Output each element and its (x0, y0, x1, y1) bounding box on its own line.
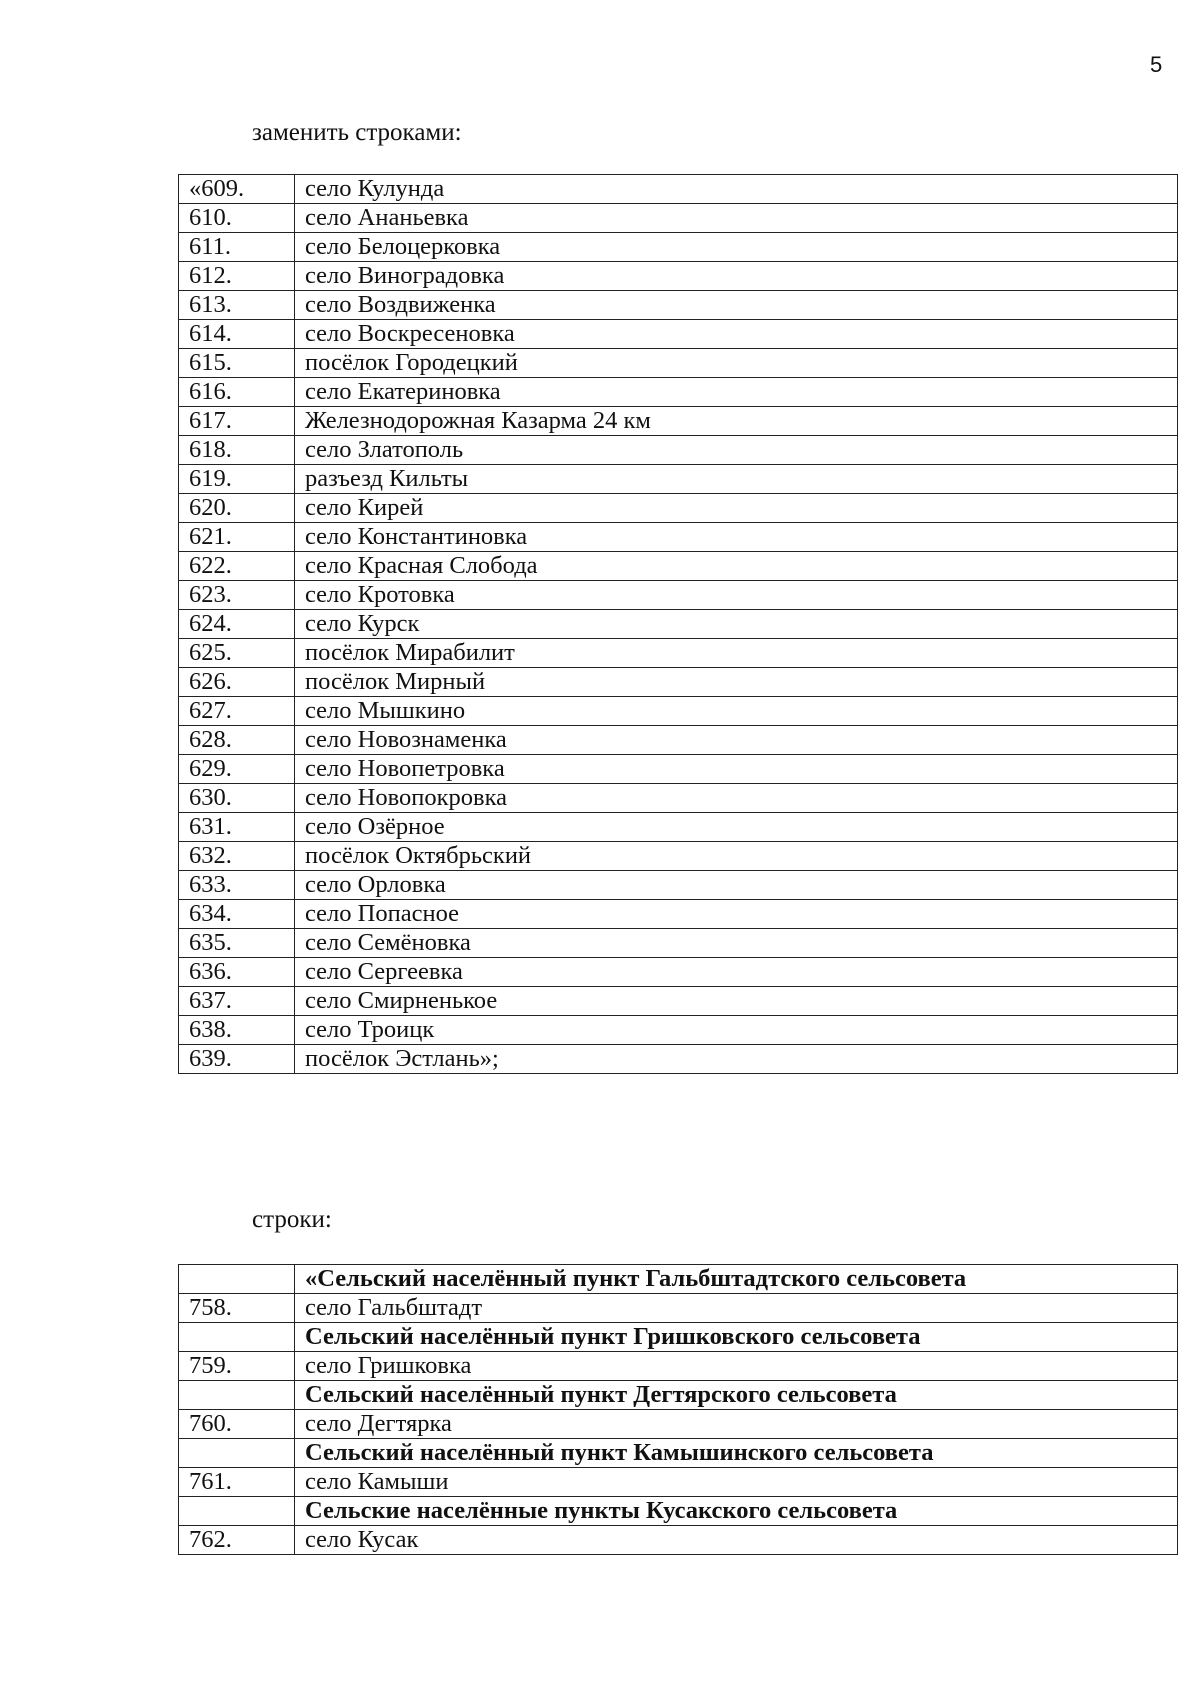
row-number: 614. (179, 320, 295, 349)
settlement-name: село Мышкино (295, 697, 1178, 726)
settlement-name: село Кротовка (295, 581, 1178, 610)
table-row (179, 958, 1178, 987)
settlement-name: село Новопокровка (295, 784, 1178, 813)
row-number: 626. (179, 668, 295, 697)
settlement-name: село Кусак (295, 1526, 1178, 1555)
settlement-name: село Белоцерковка (295, 233, 1178, 262)
row-number: 631. (179, 813, 295, 842)
table-row (179, 784, 1178, 813)
table-row (179, 610, 1178, 639)
page-number: 5 (1150, 52, 1163, 77)
settlement-name: село Гальбштадт (295, 1294, 1178, 1323)
table-row (179, 349, 1178, 378)
row-number: 615. (179, 349, 295, 378)
group-header-row (179, 1265, 1178, 1294)
row-number (179, 1439, 295, 1468)
settlement-name: село Новознаменка (295, 726, 1178, 755)
row-number: 625. (179, 639, 295, 668)
settlement-name: посёлок Эстлань»; (295, 1045, 1178, 1074)
settlement-name: разъезд Кильты (295, 465, 1178, 494)
row-number (179, 1323, 295, 1352)
table-row (179, 1410, 1178, 1439)
table-row (179, 1294, 1178, 1323)
table-row (179, 1045, 1178, 1074)
table-row (179, 581, 1178, 610)
row-number: 629. (179, 755, 295, 784)
row-number: 632. (179, 842, 295, 871)
table-row (179, 320, 1178, 349)
group-title: Сельские населённые пункты Кусакского сельсовета (295, 1497, 1178, 1526)
table-row (179, 233, 1178, 262)
table-row (179, 262, 1178, 291)
settlement-name: село Курск (295, 610, 1178, 639)
row-number: 762. (179, 1526, 295, 1555)
row-number: 623. (179, 581, 295, 610)
settlement-name: село Озёрное (295, 813, 1178, 842)
replacement-rows-table (178, 174, 1178, 1074)
row-number: 760. (179, 1410, 295, 1439)
row-number (179, 1381, 295, 1410)
settlement-name: посёлок Мирабилит (295, 639, 1178, 668)
settlement-name: село Попасное (295, 900, 1178, 929)
table-row (179, 987, 1178, 1016)
row-number: 620. (179, 494, 295, 523)
settlement-name: посёлок Октябрьский (295, 842, 1178, 871)
row-number: 637. (179, 987, 295, 1016)
row-number: 634. (179, 900, 295, 929)
table-row (179, 436, 1178, 465)
row-number: 613. (179, 291, 295, 320)
settlement-name: село Кулунда (295, 175, 1178, 204)
settlement-name: село Виноградовка (295, 262, 1178, 291)
table-row (179, 1468, 1178, 1497)
group-header-row (179, 1381, 1178, 1410)
row-number: 611. (179, 233, 295, 262)
row-number (179, 1265, 295, 1294)
settlement-name: село Дегтярка (295, 1410, 1178, 1439)
settlement-name: село Воздвиженка (295, 291, 1178, 320)
table-row (179, 1352, 1178, 1381)
group-header-row (179, 1323, 1178, 1352)
section-2-caption: строки: (252, 1206, 332, 1233)
group-title: Сельский населённый пункт Камышинского сельсовета (295, 1439, 1178, 1468)
settlement-name: Железнодорожная Казарма 24 км (295, 407, 1178, 436)
row-number: 630. (179, 784, 295, 813)
table-row (179, 929, 1178, 958)
row-number: 638. (179, 1016, 295, 1045)
row-number: 622. (179, 552, 295, 581)
row-number: 627. (179, 697, 295, 726)
settlement-name: село Екатериновка (295, 378, 1178, 407)
settlement-name: село Орловка (295, 871, 1178, 900)
row-number: 624. (179, 610, 295, 639)
table-row (179, 697, 1178, 726)
table-row (179, 523, 1178, 552)
section-1-caption: заменить строками: (252, 119, 462, 146)
table-row (179, 755, 1178, 784)
row-number: 758. (179, 1294, 295, 1323)
row-number: 621. (179, 523, 295, 552)
table-row (179, 813, 1178, 842)
table-row (179, 407, 1178, 436)
table-row (179, 175, 1178, 204)
settlement-name: село Смирненькое (295, 987, 1178, 1016)
table-row (179, 291, 1178, 320)
settlement-name: посёлок Городецкий (295, 349, 1178, 378)
group-title: «Сельский населённый пункт Гальбштадтского сельсовета (295, 1265, 1178, 1294)
settlement-name: село Новопетровка (295, 755, 1178, 784)
row-number (179, 1497, 295, 1526)
settlement-name: село Воскресеновка (295, 320, 1178, 349)
settlement-name: село Троицк (295, 1016, 1178, 1045)
settlement-name: село Красная Слобода (295, 552, 1178, 581)
table-row (179, 726, 1178, 755)
settlement-name: село Сергеевка (295, 958, 1178, 987)
table-row (179, 204, 1178, 233)
settlement-name: село Камыши (295, 1468, 1178, 1497)
group-title: Сельский населённый пункт Гришковского сельсовета (295, 1323, 1178, 1352)
table-row (179, 552, 1178, 581)
lines-table (178, 1264, 1178, 1555)
table-row (179, 1016, 1178, 1045)
row-number: 635. (179, 929, 295, 958)
row-number: 619. (179, 465, 295, 494)
table-row (179, 1526, 1178, 1555)
row-number: 759. (179, 1352, 295, 1381)
table-row (179, 900, 1178, 929)
row-number: 612. (179, 262, 295, 291)
settlement-name: село Кирей (295, 494, 1178, 523)
row-number: 628. (179, 726, 295, 755)
table-row (179, 494, 1178, 523)
group-header-row (179, 1497, 1178, 1526)
row-number: 639. (179, 1045, 295, 1074)
row-number: 761. (179, 1468, 295, 1497)
row-number: 618. (179, 436, 295, 465)
group-title: Сельский населённый пункт Дегтярского сельсовета (295, 1381, 1178, 1410)
table-row (179, 465, 1178, 494)
settlement-name: село Гришковка (295, 1352, 1178, 1381)
settlement-name: село Семёновка (295, 929, 1178, 958)
row-number: 616. (179, 378, 295, 407)
group-header-row (179, 1439, 1178, 1468)
table-row (179, 842, 1178, 871)
row-number: «609. (179, 175, 295, 204)
table-row (179, 639, 1178, 668)
row-number: 610. (179, 204, 295, 233)
settlement-name: село Ананьевка (295, 204, 1178, 233)
table-row (179, 378, 1178, 407)
row-number: 633. (179, 871, 295, 900)
settlement-name: село Константиновка (295, 523, 1178, 552)
row-number: 636. (179, 958, 295, 987)
settlement-name: село Златополь (295, 436, 1178, 465)
row-number: 617. (179, 407, 295, 436)
table-row (179, 668, 1178, 697)
settlement-name: посёлок Мирный (295, 668, 1178, 697)
table-row (179, 871, 1178, 900)
